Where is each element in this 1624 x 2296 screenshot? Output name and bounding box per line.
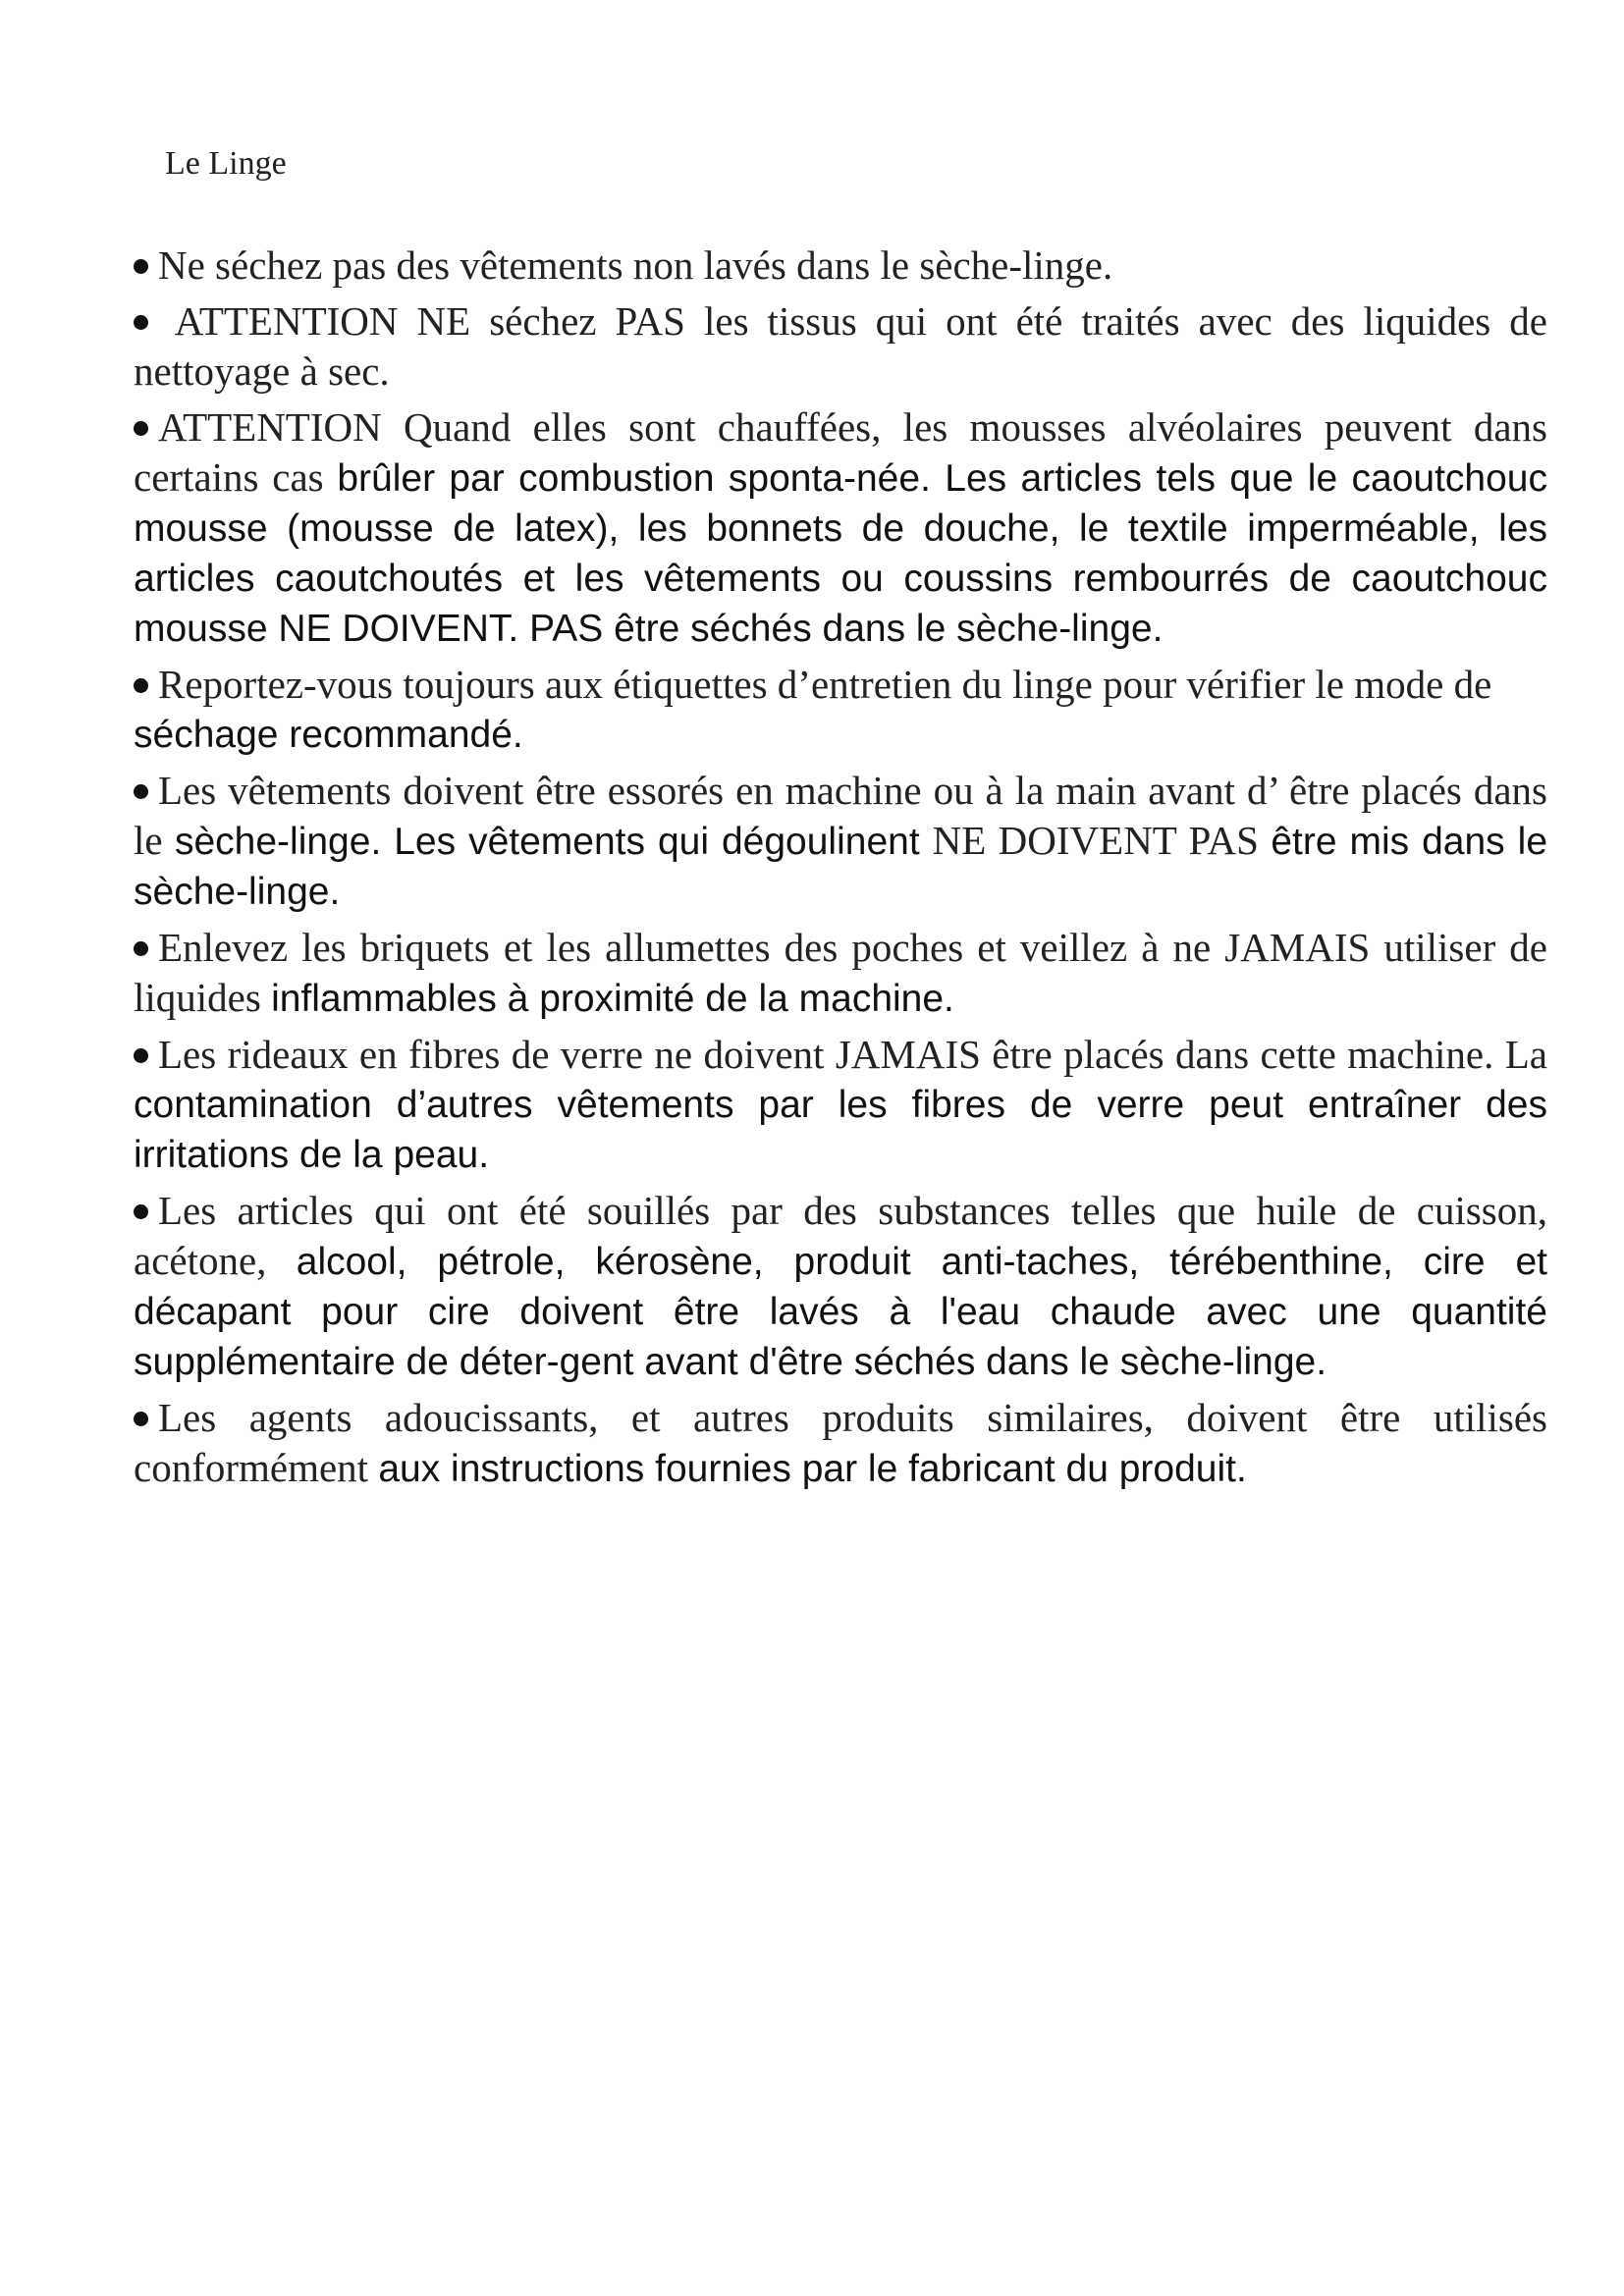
instruction-text-sans: aux instructions fournies par le fabricant du produit. xyxy=(378,1448,1247,1490)
bullet-icon xyxy=(134,259,148,274)
instruction-item xyxy=(134,240,1547,291)
instruction-item xyxy=(134,296,1547,397)
instruction-text-serif: ATTENTION NE séchez PAS les tissus qui ont été traités avec des liquides de nettoyage à sec. xyxy=(134,298,1547,394)
page-header: Le Linge xyxy=(165,145,287,182)
instruction-text-serif: NE DOIVENT PAS xyxy=(932,818,1272,863)
instruction-text-sans: sèche-linge. Les vêtements qui dégoulinent xyxy=(174,821,933,863)
instruction-text-serif: Les vêtements doivent être essorés en machine ou à la main avant d’ être placés dans le xyxy=(134,768,1547,863)
instruction-item xyxy=(134,1393,1547,1494)
instruction-text-sans: être mis dans le sèche-linge. xyxy=(134,821,1548,913)
instruction-text-sans: contamination d’autres vêtements par les fibres de verre peut entraîner des irritations de la peau. xyxy=(134,1084,1547,1176)
safety-instructions-list xyxy=(134,240,1547,1500)
instruction-text-serif: Les articles qui ont été souillés par des substances telles que huile de cuisson, acétone, xyxy=(134,1188,1547,1283)
instruction-text-sans: alcool, pétrole, kérosène, produit anti-taches, térébenthine, cire et décapant pour cire doivent être lavés à l'eau chaude avec une quantité supplémentaire de déter-gent avant d'être séchés dans le sèche-linge. xyxy=(134,1241,1547,1383)
bullet-icon xyxy=(134,784,148,799)
instruction-text-serif: ATTENTION Quand elles sont chauffées, les mousses alvéolaires peuvent dans certains cas xyxy=(134,404,1547,500)
instruction-item xyxy=(134,766,1547,917)
instruction-item xyxy=(134,402,1547,654)
instruction-text-serif: Reportez-vous toujours aux étiquettes d’entretien du linge pour vérifier le mode de xyxy=(158,662,1492,707)
instruction-text-serif: Les agents adoucissants, et autres produits similaires, doivent être utilisés conformément xyxy=(134,1395,1547,1490)
instruction-text-serif: Ne séchez pas des vêtements non lavés dans le sèche-linge. xyxy=(158,242,1113,288)
bullet-icon xyxy=(134,421,148,436)
instruction-item xyxy=(134,1030,1547,1180)
instruction-item xyxy=(134,923,1547,1024)
instruction-text-sans: inflammables à proximité de la machine. xyxy=(271,978,954,1020)
instruction-text-sans: brûler par combustion sponta-née. Les articles tels que le caoutchouc mousse (mousse de latex), les bonnets de douche, le textile imperméable, les articles caoutchoutés et les vêtements ou coussins rembourrés de caoutchouc mousse NE DOIVENT. PAS être séchés dans le sèche-linge. xyxy=(134,457,1547,650)
instruction-text-serif: Enlevez les briquets et les allumettes des poches et veillez à ne JAMAIS utiliser de liquides xyxy=(134,925,1547,1020)
bullet-icon xyxy=(134,941,148,956)
bullet-icon xyxy=(134,1204,148,1219)
bullet-icon xyxy=(134,1412,148,1426)
instruction-item xyxy=(134,660,1547,760)
bullet-icon xyxy=(134,1048,148,1063)
instruction-text-serif: Les rideaux en fibres de verre ne doivent JAMAIS être placés dans cette machine. La xyxy=(158,1032,1547,1077)
bullet-icon xyxy=(134,315,148,330)
instruction-text-sans: séchage recommandé. xyxy=(134,714,523,756)
instruction-item xyxy=(134,1186,1547,1387)
bullet-icon xyxy=(134,678,148,693)
